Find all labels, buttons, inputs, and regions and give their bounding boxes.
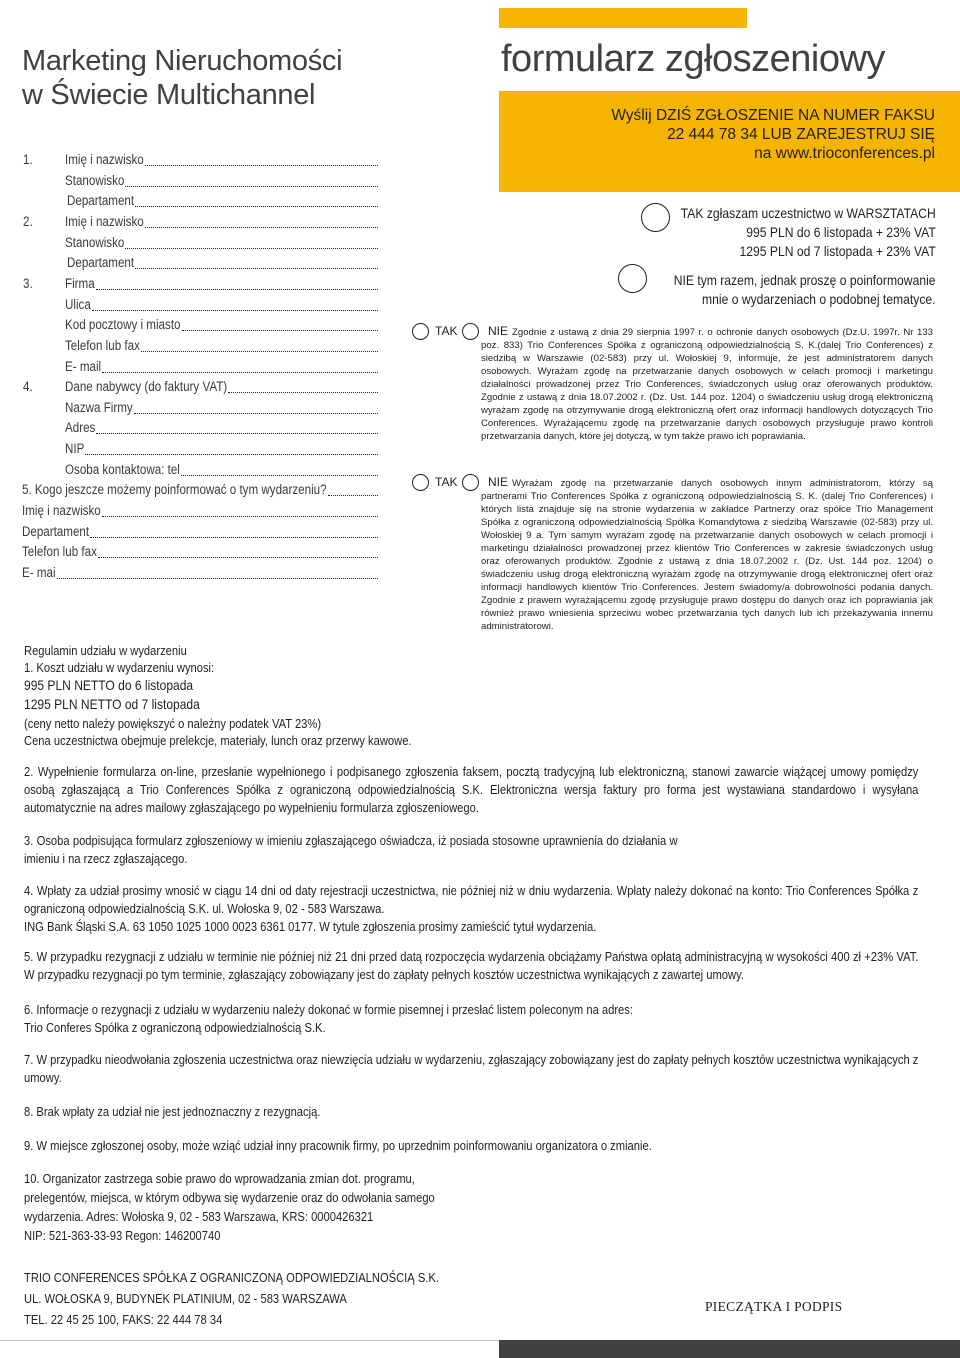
field-label: Departament [67, 193, 135, 209]
tak-option-line3: 1295 PLN od 7 listopada + 23% VAT [739, 244, 936, 259]
event-title-line1: Marketing Nieruchomości [22, 45, 343, 77]
field-input-line[interactable] [135, 206, 378, 207]
field-input-line[interactable] [102, 372, 378, 373]
rule-10-line4: NIP: 521-363-33-93 Regon: 146200740 [24, 1228, 221, 1243]
field-label: NIP [65, 441, 85, 457]
field-input-line[interactable] [125, 186, 378, 187]
consent2-text: Wyrażam zgodę na przetwarzanie danych osobowych innym administratorom, którzy są partnerami Trio Conferences Spółka z ograniczoną odpowiedzialnością S. K. (dalej Trio Conferences) i których lista znajduje się na stronie wydarzenia w zakładce Partnerzy oraz spółce Trio Management Spółka z ograniczoną odpowiedzialnością Spółka Komandytowa z siedzibą Warszawie (02-583) przy ul. Wołoskiej 9 a. Tym samym wyrażam zgodę na przetwarzanie danych osobowych w celach promocji i marketingu działalności prowadzonej przez klientów Trio Conferences w zakresie świadczonych usług oraz oferowanych produktów. Zgodnie z ustawą z dnia 18.07.2002 r. (Dz. Ust. 144 poz. 1204) o świadczeniu usług drogą elektroniczną wyrażam zgodę na otrzymywanie drogą elektronicznej ofert oraz informacji handlowych klientów Trio Conferences. Jestem świadomy/a dobrowolności podania danych. Zgodnie z prawem wyrażającemu zgodę przysługuje prawo dostępu do danych oraz ich poprawiania jak również prawo wniesienia sprzeciwu wobec przetwarzania tych danych lub ich przekazywania innemu administratorowi. [481, 478, 933, 632]
field-number: 4. [23, 379, 33, 395]
fax-line-1: Wyślij DZIŚ ZGŁOSZENIE NA NUMER FAKSU [611, 107, 935, 124]
field-label: Departament [22, 523, 90, 539]
tak-option-line1: TAK zgłaszam uczestnictwo w WARSZTATACH [680, 206, 936, 221]
tak-workshop-radio[interactable] [641, 203, 670, 232]
field-label: Imię i nazwisko [22, 503, 101, 519]
nie-info-radio[interactable] [618, 264, 647, 293]
field-label: Ulica [65, 296, 91, 312]
company-name: TRIO CONFERENCES SPÓŁKA Z OGRANICZONĄ ODPOWIEDZIALNOŚCIĄ S.K. [24, 1270, 439, 1285]
company-street: UL. WOŁOSKA 9, BUDYNEK PLATINIUM, 02 - 583 WARSZAWA [24, 1291, 347, 1306]
field-label: Dane nabywcy (do faktury VAT) [65, 379, 228, 395]
rule-4a: 4. Wpłaty za udział prosimy wnosić w ciągu 14 dni od daty rejestracji uczestnictwa, nie później niż w dniu wydarzenia. Wpłaty należy dokonać na konto: Trio Conferences Spółka z ograniczoną odpowiedzialnością S.K. ul. Wołoska 9, 02 - 583 Warszawa. [24, 883, 919, 916]
field-label: Stanowisko [65, 172, 125, 188]
field-number: 1. [23, 152, 33, 167]
rules-heading: Regulamin udziału w wydarzeniu [24, 643, 187, 658]
consent1-nie-radio[interactable] [462, 323, 479, 340]
rule-6b: Trio Conferes Spółka z ograniczoną odpowiedzialnością S.K. [24, 1020, 326, 1035]
company-contact: TEL. 22 45 25 100, FAKS: 22 444 78 34 [24, 1312, 223, 1327]
nie-info-option [674, 271, 936, 309]
rules-price-1: 995 PLN NETTO do 6 listopada [24, 677, 194, 693]
field-label: Imię i nazwisko [65, 152, 144, 167]
field-input-line[interactable] [141, 351, 378, 352]
rule-2: 2. Wypełnienie formularza on-line, przesłanie wypełnionego i podpisanego zgłoszenia faksem, pocztą tradycyjną lub elektroniczną, stanowi zawarcie wiążącej umowy pomiędzy osobą zgłaszającą a Trio Conferences Spółka z ograniczoną odpowiedzialnością S.K. Elektroniczna wersja faktury pro forma jest wystawiana standardowo i wysyłana automatycznie na adres mailowy zgłaszającego po wypełnieniu formularza zgłoszeniowego. [24, 764, 919, 815]
rule-5: 5. W przypadku rezygnacji z udziału w terminie nie później niż 21 dni przed datą rozpoczęcia wydarzenia obciążamy Państwa opłatą administracyjną w wysokości 400 zł +23% VAT. W przypadku rezygnacji po tym terminie, zgłaszający zobowiązany jest do zapłaty pełnych kosztów uczestnictwa wynikających z zawartej umowy. [24, 949, 919, 982]
consent1-tak-label: TAK [435, 324, 458, 338]
fax-banner [499, 91, 960, 192]
field-input-line[interactable] [102, 516, 378, 517]
rules-includes: Cena uczestnictwa obejmuje prelekcje, materiały, lunch oraz przerwy kawowe. [24, 733, 412, 748]
field-label: E- mail [65, 358, 102, 374]
rule-10-line3: wydarzenia. Adres: Wołoska 9, 02 - 583 Warszawa, KRS: 0000426321 [24, 1209, 374, 1224]
consent2-tak-label: TAK [435, 475, 458, 489]
consent1-tak-radio[interactable] [412, 323, 429, 340]
field-label: Kod pocztowy i miasto [65, 317, 181, 333]
rules-line-1: 1. Koszt udziału w wydarzeniu wynosi: [24, 660, 215, 675]
rule-10-line2: prelegentów, miejsca, w którym odbywa się wydarzenie oraz do odwołania samego [24, 1190, 435, 1205]
field-input-line[interactable] [145, 165, 378, 166]
field-input-line[interactable] [228, 392, 378, 393]
top-accent-bar [499, 8, 747, 28]
field-label: Telefon lub fax [65, 337, 140, 353]
tak-workshop-option [681, 204, 936, 261]
form-title: formularz zgłoszeniowy [501, 38, 885, 80]
rule-6a: 6. Informacje o rezygnacji z udziału w wydarzeniu należy dokonać w formie pisemnej i przesłać listem poleconym na adres: [24, 1002, 633, 1017]
field-label: Firma [65, 275, 95, 291]
field-input-line[interactable] [85, 454, 378, 455]
nie-option-line1: NIE tym razem, jednak proszę o poinformowanie [674, 273, 936, 288]
field-number: 3. [23, 275, 33, 291]
field-input-line[interactable] [98, 557, 378, 558]
field-input-line[interactable] [181, 475, 378, 476]
consent1-text: Zgodnie z ustawą z dnia 29 sierpnia 1997 r. o ochronie danych osobowych (Dz.U. 1997r. Nr 133 poz. 833) Trio Conferences Spółka z ograniczoną odpowiedzialnością S. K.(dalej Trio Conferences) z siedzibą w Warszawie (02-583) przy ul. Wołoskiej 9, informuje, że jest administratorem danych osobowych. Wyrażam zgodę na przetwarzanie danych osobowych w celach promocji i marketingu działalności prowadzonej przez Trio Conferences, świadczonych usług oraz oferowanych produktów. Zgodnie z ustawą z dnia 18.07.2002 r. (Dz. Ust. 144 poz. 1204) o świadczeniu usług drogą elektroniczną wyrażam zgodę na otrzymywanie drogą elektroniczną ofert oraz informacji handlowych dotyczących Trio Conferences. Wyrażającemu zgodę na przetwarzanie danych osobowych przysługuje prawo kontroli przetwarzania danych, które jej dotyczą, w tym także prawo ich poprawiania. [481, 327, 933, 442]
field-number: 2. [23, 213, 33, 229]
company-address [24, 1267, 439, 1330]
field-label: Adres [65, 420, 96, 436]
field-label: E- mai [22, 565, 56, 580]
field-input-line[interactable] [57, 578, 378, 579]
field-input-line[interactable] [96, 289, 378, 290]
consent2-tak-radio[interactable] [412, 474, 429, 491]
event-title [22, 44, 342, 112]
consent1-nie-label: NIE [488, 324, 509, 338]
rule-3: 3. Osoba podpisująca formularz zgłoszeniowy w imieniu zgłaszającego oświadcza, iż posiada stosowne uprawnienia do działania w imieniu i na rzecz zgłaszającego. [24, 833, 678, 866]
bottom-divider [0, 1340, 499, 1341]
field-label: Imię i nazwisko [65, 213, 144, 229]
rule-7: 7. W przypadku nieodwołania zgłoszenia uczestnictwa oraz niewzięcia udziału w wydarzeniu, zgłaszający zobowiązany jest do zapłaty pełnych kosztów uczestnictwa wynikających z umowy. [24, 1052, 919, 1085]
rules-price-2: 1295 PLN NETTO od 7 listopada [24, 696, 200, 712]
field-label: Nazwa Firmy [65, 399, 133, 415]
field-label: Osoba kontaktowa: tel [65, 461, 180, 477]
field-label: 5. Kogo jeszcze możemy poinformować o tym wydarzeniu? [22, 482, 327, 498]
nie-option-line2: mnie o wydarzeniach o podobnej tematyce. [702, 292, 936, 307]
field-input-line[interactable] [182, 330, 378, 331]
field-label: Departament [67, 255, 135, 271]
field-label: Stanowisko [65, 234, 125, 250]
event-title-line2: w Świecie Multichannel [22, 79, 316, 111]
field-input-line[interactable] [134, 413, 378, 414]
field-input-line[interactable] [135, 268, 378, 269]
field-input-line[interactable] [96, 433, 378, 434]
fax-line-3: na www.trioconferences.pl [754, 145, 935, 162]
rule-4b: ING Bank Śląski S.A. 63 1050 1025 1000 0023 6361 0177. W tytule zgłoszenia prosimy zamieścić tytuł wydarzenia. [24, 919, 597, 934]
field-input-line[interactable] [125, 248, 378, 249]
rule-8: 8. Brak wpłaty za udział nie jest jednoznaczny z rezygnacją. [24, 1104, 321, 1119]
field-input-line[interactable] [145, 227, 378, 228]
fax-line-2: 22 444 78 34 LUB ZAREJESTRUJ SIĘ [667, 126, 935, 143]
field-input-line[interactable] [90, 537, 378, 538]
rules-vat-note: (ceny netto należy powiększyć o należny podatek VAT 23%) [24, 716, 322, 731]
consent2-nie-label: NIE [488, 475, 509, 489]
field-input-line[interactable] [92, 310, 378, 311]
field-label: Telefon lub fax [22, 544, 97, 560]
stamp-signature-label: PIECZĄTKA I PODPIS [705, 1299, 843, 1314]
rule-9: 9. W miejsce zgłoszonej osoby, może wziąć udział inny pracownik firmy, po uprzednim poinformowaniu organizatora o zmianie. [24, 1138, 652, 1153]
rule-10 [24, 1169, 540, 1245]
rule-10-line1: 10. Organizator zastrzega sobie prawo do wprowadzania zmian dot. programu, [24, 1171, 415, 1186]
bottom-dark-bar [499, 1340, 960, 1358]
field-input-line[interactable] [328, 495, 378, 496]
tak-option-line2: 995 PLN do 6 listopada + 23% VAT [746, 225, 936, 240]
consent2-nie-radio[interactable] [462, 474, 479, 491]
